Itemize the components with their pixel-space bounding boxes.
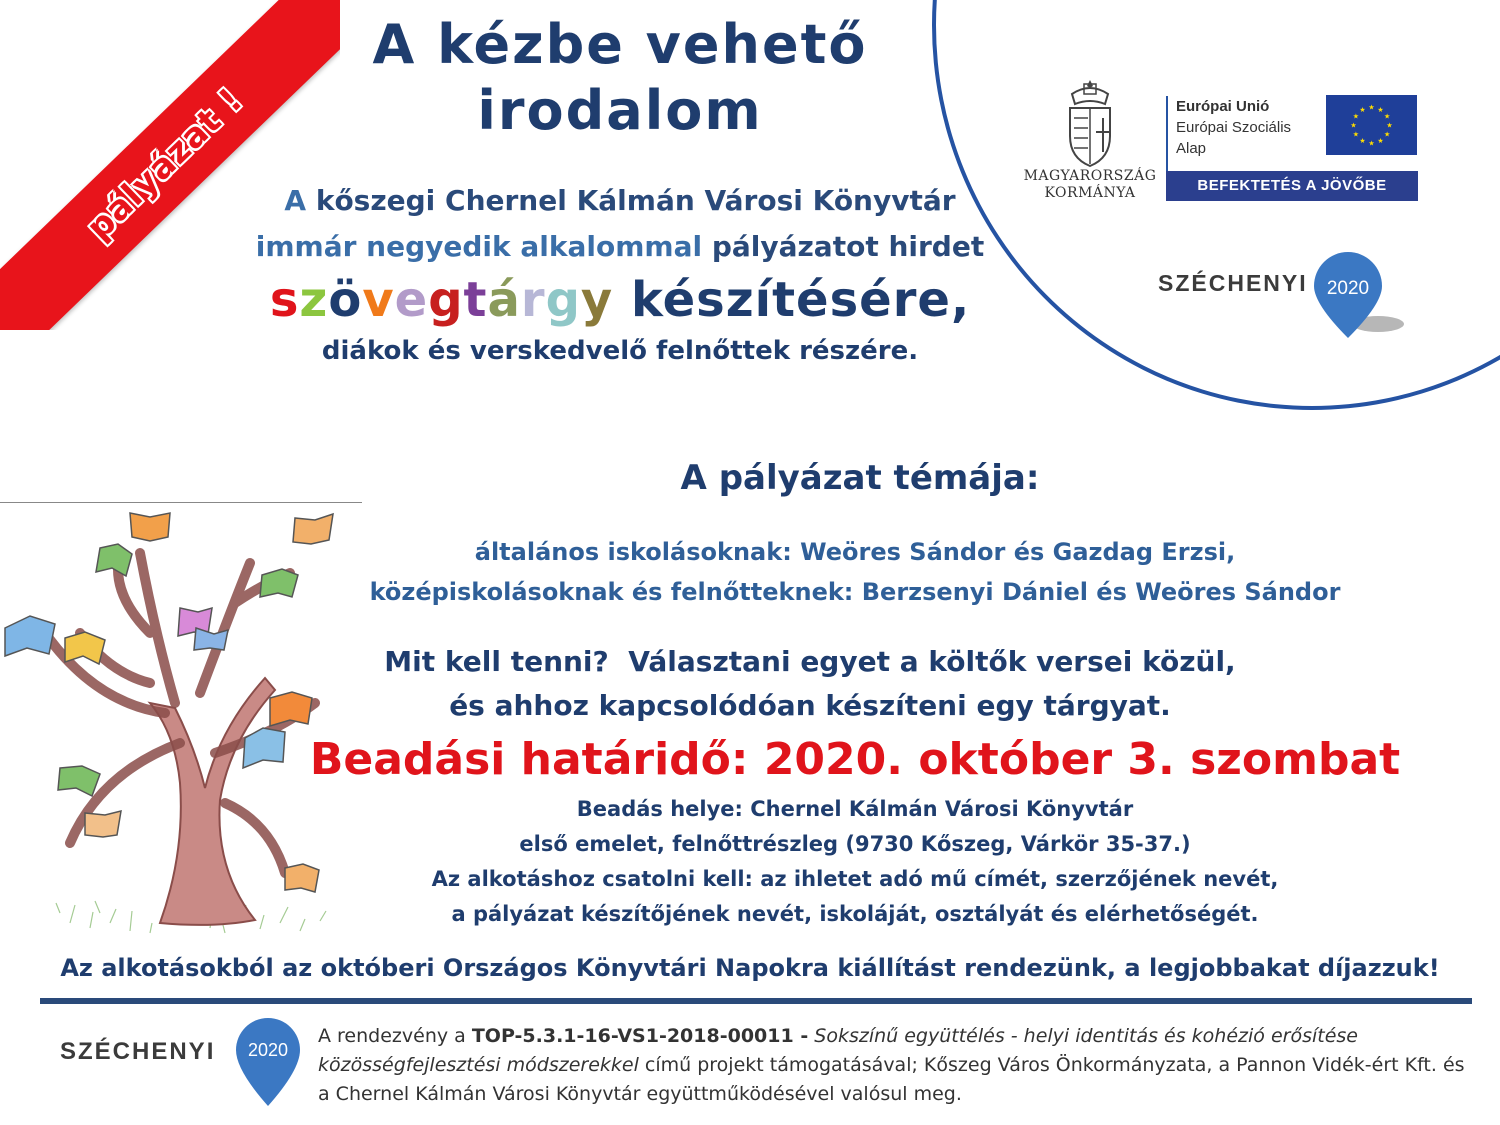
eu-star-icon: ★ [1377, 105, 1384, 114]
footer-rest: című projekt támogatásával; Kőszeg Város Önkormányzata, a Pannon Vidék-ért Kft. és a Chernel Kálmán Városi Könyvtár együttműködésével valósul meg. [318, 1054, 1465, 1105]
page-title [300, 12, 940, 144]
szechenyi-year: 2020 [1326, 278, 1370, 299]
footer-szechenyi-pin-icon [232, 1016, 312, 1108]
submission-line-3: Az alkotáshoz csatolni kell: az ihletet adó mű címét, szerzőjének nevét, [431, 867, 1279, 891]
intro-make-rest: készítésére, [630, 272, 971, 328]
intro-announces: pályázatot hirdet [711, 230, 985, 263]
eu-line-2: Európai Szociális [1176, 119, 1292, 136]
topic-block [340, 532, 1370, 612]
task-block [360, 640, 1260, 728]
submission-line-2: első emelet, felnőttrészleg (9730 Kőszeg, Várkör 35-37.) [519, 832, 1191, 856]
szechenyi-logo-text: SZÉCHENYI [1158, 270, 1308, 296]
eu-star-icon: ★ [1383, 112, 1391, 121]
rainbow-letter: z [299, 272, 329, 328]
eu-star-icon: ★ [1359, 105, 1366, 114]
intro-line-1 [200, 178, 1040, 224]
submission-line-1: Beadás helye: Chernel Kálmán Városi Könyvtár [576, 797, 1134, 821]
rainbow-letter: v [362, 272, 395, 328]
rainbow-letter: ö [328, 272, 363, 328]
intro-line-2 [200, 224, 1040, 270]
submission-line-4: a pályázat készítőjének nevét, iskoláját, osztályát és elérhetőségét. [451, 902, 1259, 926]
eu-star-icon: ★ [1350, 121, 1357, 130]
topic-heading: A pályázat témája: [680, 458, 1040, 498]
intro-a: A [284, 184, 307, 217]
footer-project-title: Sokszínű együttélés - helyi identitás és kohézió erősítése közösségfejlesztési módszerekkel [318, 1025, 1358, 1076]
task-line-1: Mit kell tenni? Választani egyet a költők versei közül, [384, 645, 1236, 678]
exhibition-notice: Az alkotásokból az októberi Országos Könyvtári Napokra kiállítást rendezünk, a legjobbakat díjazzuk! [60, 954, 1440, 982]
intro-audience: diákok és verskedvelő felnőttek részére. [321, 336, 919, 366]
ribbon-label: pályázat ! [79, 80, 251, 248]
invest-banner: BEFEKTETÉS A JÖVŐBE [1166, 171, 1418, 201]
topic-line-1: általános iskolásoknak: Weöres Sándor és Gazdag Erzsi, [474, 538, 1236, 566]
eu-line-1: Európai Unió [1176, 98, 1270, 115]
topic-line-2: középiskolásoknak és felnőtteknek: Berzsenyi Dániel és Weöres Sándor [369, 578, 1341, 606]
government-logo-text [1020, 168, 1160, 202]
eu-line-3: Alap [1176, 140, 1207, 157]
gov-line-1: MAGYARORSZÁG [1023, 168, 1157, 184]
intro-make-line [200, 270, 1040, 330]
rainbow-letter: g [545, 272, 581, 328]
eu-flag-icon [1326, 95, 1417, 155]
rainbow-letter: s [269, 272, 300, 328]
rainbow-letter: á [487, 272, 521, 328]
eu-star-icon: ★ [1383, 130, 1391, 139]
eu-star-icon: ★ [1368, 103, 1375, 112]
intro-library: kőszegi Chernel Kálmán Városi Könyvtár [315, 184, 956, 217]
gov-line-2: KORMÁNYA [1044, 185, 1136, 201]
hungarian-coat-of-arms-icon [1062, 78, 1118, 168]
rainbow-letter: t [463, 272, 488, 328]
eu-logo-text [1176, 96, 1291, 159]
intro-block [200, 178, 1040, 372]
title-line-1: A kézbe vehető [372, 13, 868, 76]
eu-star-icon: ★ [1359, 137, 1366, 146]
eu-star-icon: ★ [1377, 137, 1384, 146]
footer-szechenyi-text: SZÉCHENYI [60, 1038, 216, 1065]
eu-star-icon: ★ [1352, 130, 1360, 139]
deadline: Beadási határidő: 2020. október 3. szombat [309, 734, 1401, 785]
eu-star-icon: ★ [1386, 121, 1393, 130]
intro-fourth-time: immár negyedik alkalommal [255, 230, 703, 263]
task-line-2: és ahhoz kapcsolódóan készíteni egy tárgyat. [449, 689, 1171, 722]
footer-szechenyi-year: 2020 [247, 1040, 289, 1060]
rainbow-letter: g [428, 272, 464, 328]
footer-text [318, 1022, 1468, 1109]
rainbow-word [270, 272, 613, 328]
eu-star-icon: ★ [1368, 139, 1375, 148]
rainbow-letter: e [394, 272, 429, 328]
title-line-2: irodalom [477, 79, 763, 142]
szechenyi-pin-icon [1308, 250, 1408, 340]
submission-block [300, 792, 1410, 932]
footer-divider [40, 998, 1472, 1004]
rainbow-letter: y [580, 272, 614, 328]
footer-project-code: TOP-5.3.1-16-VS1-2018-00011 - [471, 1025, 809, 1047]
footer-prefix: A rendezvény a [318, 1025, 472, 1047]
rainbow-letter: r [520, 272, 546, 328]
eu-star-icon: ★ [1352, 112, 1360, 121]
